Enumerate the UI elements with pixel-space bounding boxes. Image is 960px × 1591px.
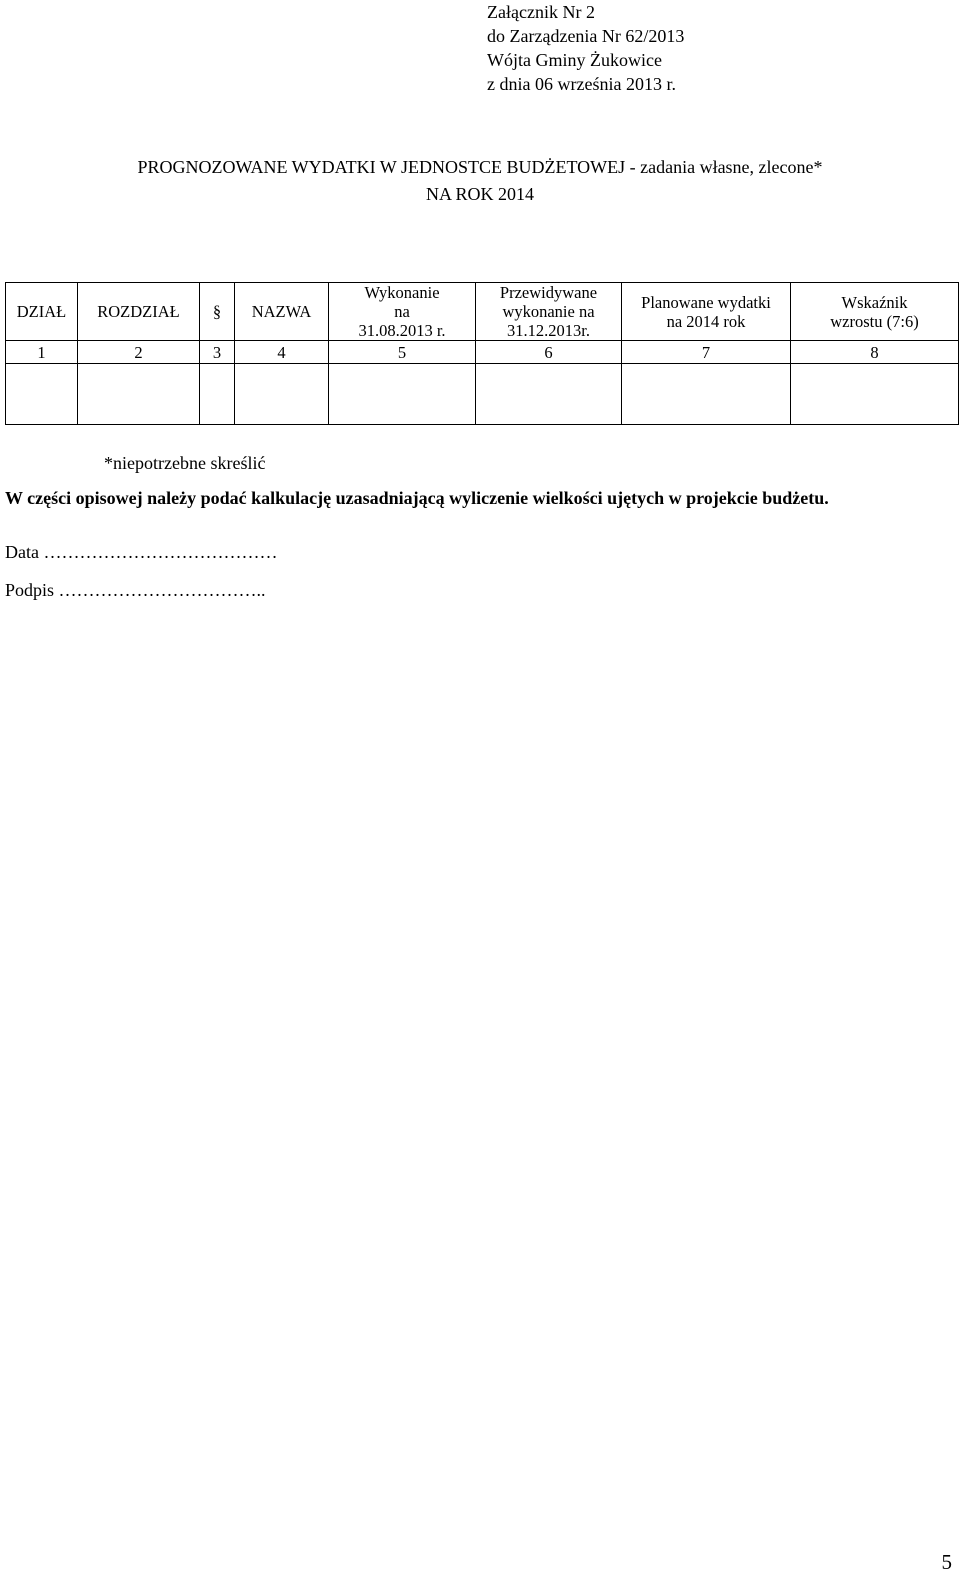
empty-cell — [78, 364, 200, 425]
column-number-row — [6, 341, 959, 364]
header-wykonanie: Wykonanie na 31.08.2013 r. — [329, 283, 476, 341]
column-number: 3 — [200, 341, 235, 364]
empty-cell — [6, 364, 78, 425]
annex-line-3: Wójta Gminy Żukowice — [487, 50, 662, 70]
header-rozdzial: ROZDZIAŁ — [78, 283, 200, 341]
empty-cell — [476, 364, 622, 425]
header-przewidywane: Przewidywane wykonanie na 31.12.2013r. — [476, 283, 622, 341]
annex-header — [487, 0, 684, 96]
header-paragraph: § — [200, 283, 235, 341]
date-field: Data ………………………………… — [5, 542, 278, 562]
table-row — [6, 364, 959, 425]
header-planowane: Planowane wydatki na 2014 rok — [622, 283, 791, 341]
budget-table — [5, 282, 959, 425]
column-number: 1 — [6, 341, 78, 364]
annex-line-1: Załącznik Nr 2 — [487, 2, 595, 22]
empty-cell — [200, 364, 235, 425]
column-number: 2 — [78, 341, 200, 364]
signature-field: Podpis …………………………….. — [5, 580, 266, 600]
annex-line-2: do Zarządzenia Nr 62/2013 — [487, 26, 685, 46]
header-wskaznik: Wskaźnik wzrostu (7:6) — [791, 283, 959, 341]
column-number: 4 — [235, 341, 329, 364]
header-dzial: DZIAŁ — [6, 283, 78, 341]
title-line-1: PROGNOZOWANE WYDATKI W JEDNOSTCE BUDŻETOWEJ - zadania własne, zlecone* — [137, 157, 823, 177]
empty-cell — [622, 364, 791, 425]
empty-cell — [329, 364, 476, 425]
title-line-2: NA ROK 2014 — [425, 184, 534, 204]
column-number: 8 — [791, 341, 959, 364]
footnote: *niepotrzebne skreślić — [104, 453, 266, 473]
column-number: 6 — [476, 341, 622, 364]
column-number: 7 — [622, 341, 791, 364]
header-nazwa: NAZWA — [235, 283, 329, 341]
document-title — [0, 154, 960, 208]
page-number: 5 — [941, 1550, 952, 1574]
empty-cell — [235, 364, 329, 425]
column-number: 5 — [329, 341, 476, 364]
empty-cell — [791, 364, 959, 425]
instruction-note: W części opisowej należy podać kalkulację uzasadniającą wyliczenie wielkości ujętych w projekcie budżetu. — [5, 488, 829, 508]
annex-line-4: z dnia 06 września 2013 r. — [487, 74, 676, 94]
table-header-row — [6, 283, 959, 341]
